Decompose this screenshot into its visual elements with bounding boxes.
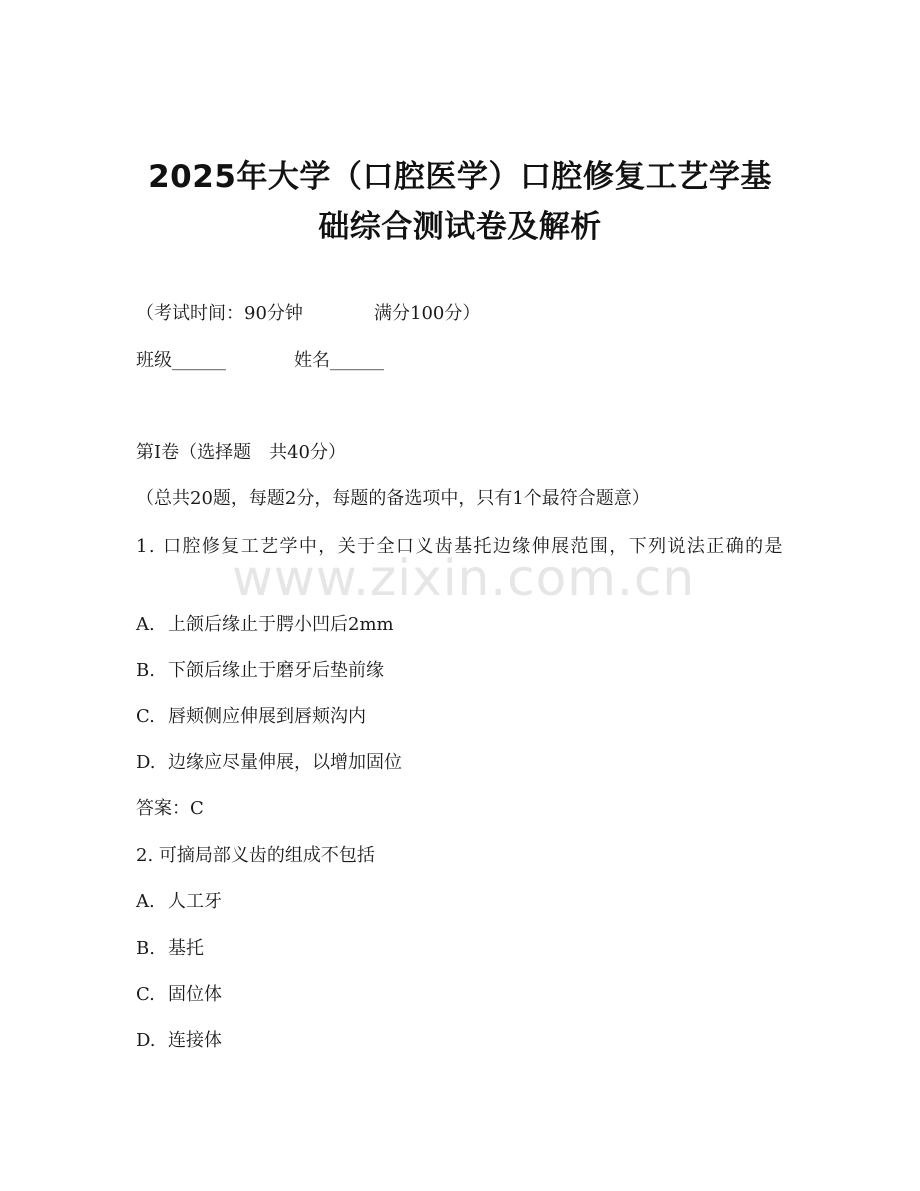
option-letter: B. bbox=[136, 938, 155, 959]
question-2-stem: 2. 可摘局部义齿的组成不包括 bbox=[136, 845, 375, 866]
question-1-answer: 答案：C bbox=[136, 798, 204, 819]
option-text: 唇颊侧应伸展到唇颊沟内 bbox=[168, 706, 366, 727]
question-1-option-b bbox=[136, 662, 384, 680]
name-field-label: 姓名______ bbox=[294, 350, 384, 371]
option-letter: C. bbox=[136, 984, 155, 1005]
option-letter: A. bbox=[136, 891, 155, 912]
option-text: 边缘应尽量伸展，以增加固位 bbox=[168, 752, 402, 773]
question-1-option-c bbox=[136, 708, 366, 726]
class-field-label: 班级______ bbox=[136, 350, 226, 371]
question-2-option-a bbox=[136, 893, 222, 911]
exam-time: （考试时间：90分钟 bbox=[136, 303, 303, 324]
option-letter: A. bbox=[136, 614, 155, 635]
option-text: 连接体 bbox=[168, 1030, 222, 1051]
section-heading: 第I卷（选择题 共40分） bbox=[136, 442, 347, 463]
question-2-option-b bbox=[136, 940, 204, 958]
option-letter: C. bbox=[136, 706, 155, 727]
section-note: （总共20题，每题2分，每题的备选项中，只有1个最符合题意） bbox=[136, 488, 650, 509]
option-letter: B. bbox=[136, 660, 155, 681]
question-2-option-c bbox=[136, 986, 222, 1004]
option-text: 人工牙 bbox=[168, 891, 222, 912]
option-text: 基托 bbox=[168, 938, 204, 959]
option-text: 下颌后缘止于磨牙后垫前缘 bbox=[168, 660, 384, 681]
question-1-option-a bbox=[136, 616, 394, 634]
option-letter: D. bbox=[136, 752, 156, 773]
document-title-line1: 2025年大学（口腔医学）口腔修复工艺学基 bbox=[148, 159, 772, 195]
question-1-stem: 1. 口腔修复工艺学中，关于全口义齿基托边缘伸展范围，下列说法正确的是 bbox=[136, 536, 784, 557]
exam-score: 满分100分） bbox=[374, 303, 481, 324]
question-1-option-d bbox=[136, 754, 402, 772]
option-letter: D. bbox=[136, 1030, 156, 1051]
question-2-option-d bbox=[136, 1032, 222, 1050]
option-text: 固位体 bbox=[168, 984, 222, 1005]
watermark-text: www.zixin.com.cn bbox=[232, 549, 696, 607]
document-title-line2: 础综合测试卷及解析 bbox=[318, 209, 602, 245]
option-text: 上颌后缘止于腭小凹后2mm bbox=[168, 614, 394, 635]
